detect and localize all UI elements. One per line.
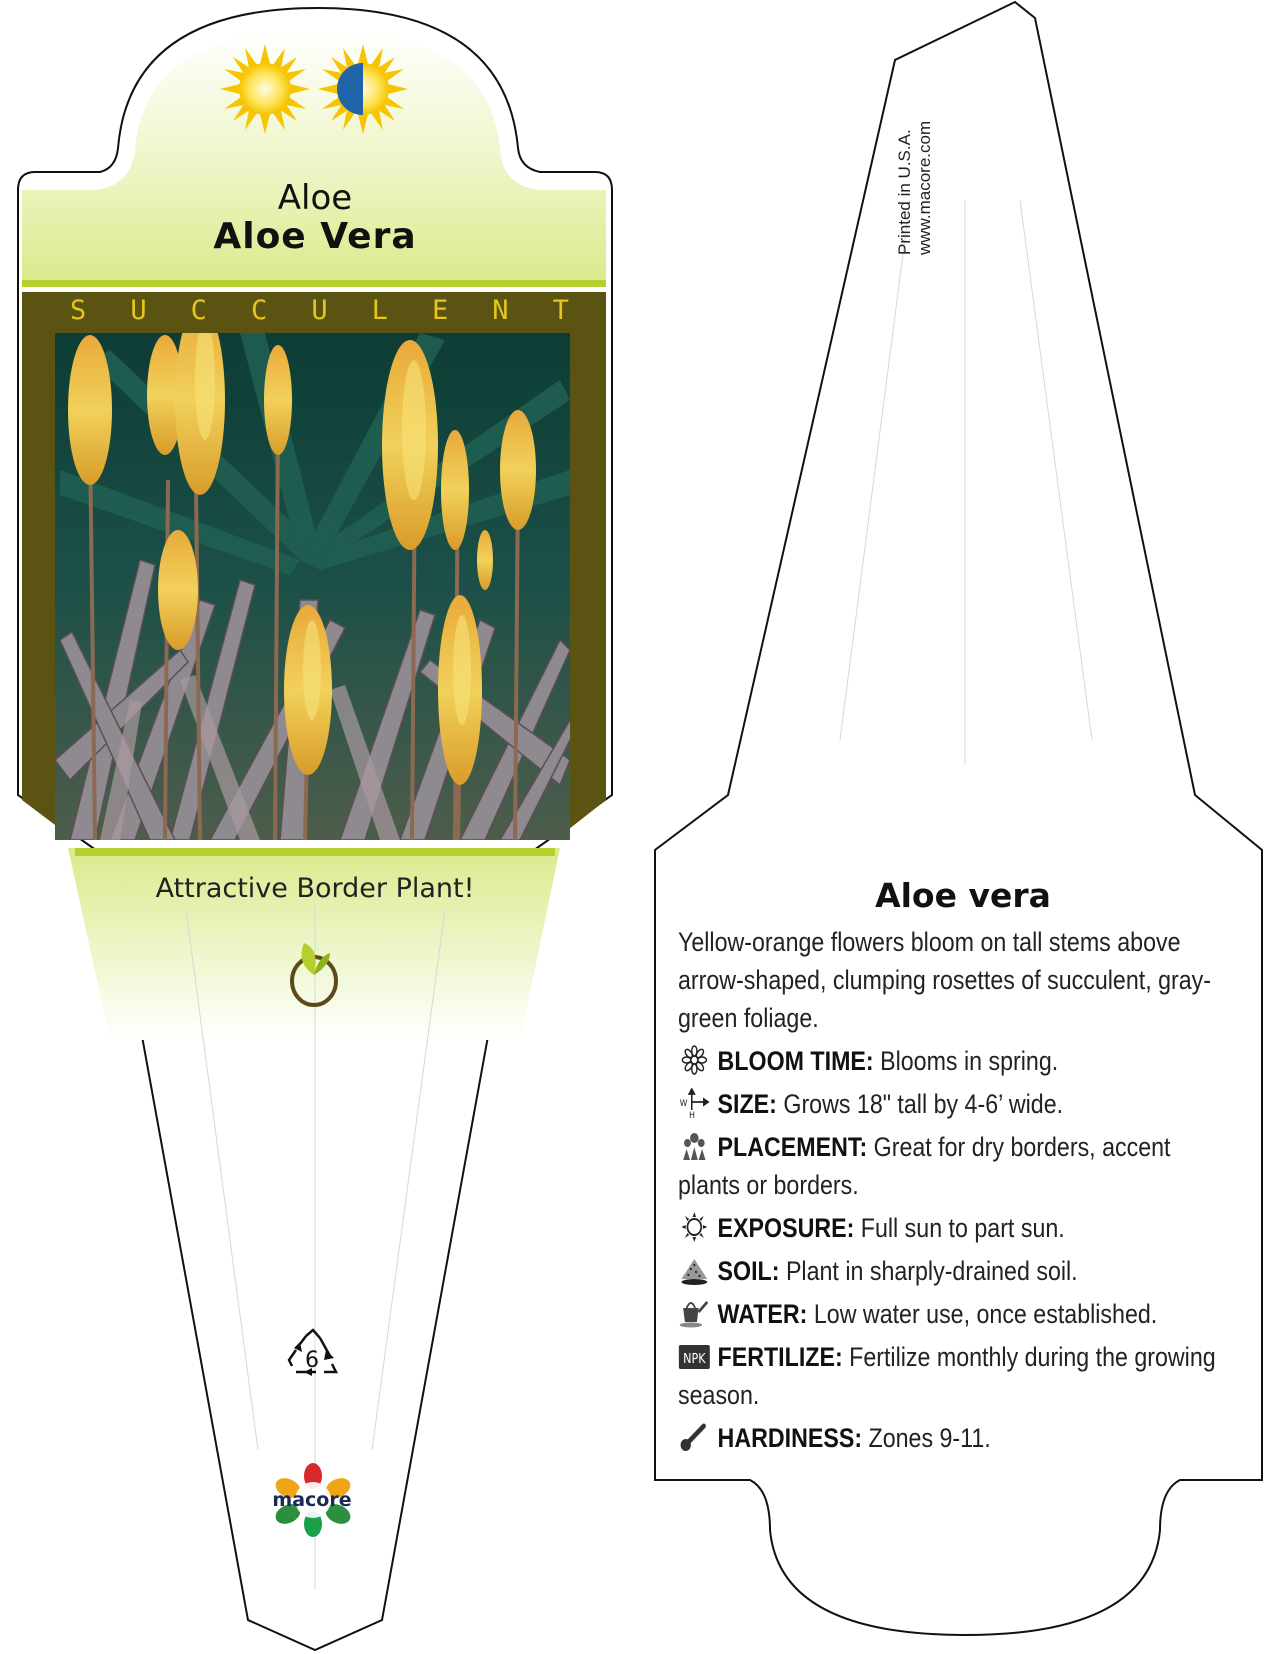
- attribute-label: SOIL:: [717, 1256, 780, 1286]
- attribute-label: BLOOM TIME:: [717, 1046, 874, 1076]
- category-letter: N: [492, 295, 509, 326]
- tagline: Attractive Border Plant!: [155, 873, 475, 904]
- category-letter: L: [371, 295, 388, 326]
- sprout-icon: [284, 935, 344, 1009]
- back-description: Yellow-orange flowers bloom on tall stems above arrow-shaped, clumping rosettes of succulent, gray-green foliage.: [678, 927, 1212, 1033]
- attribute-value: Low water use, once established.: [813, 1299, 1158, 1329]
- attribute-water: [678, 1295, 1237, 1333]
- attribute-fertilize: [678, 1338, 1237, 1414]
- attribute-value: Grows 18" tall by 4-6’ wide.: [783, 1089, 1064, 1119]
- attribute-placement: [678, 1128, 1237, 1204]
- botanical-name: Aloe Vera: [213, 216, 417, 257]
- printed-country: Printed in U.S.A.: [895, 129, 914, 255]
- placement-icon: [678, 1131, 711, 1161]
- attribute-bloom-time: [678, 1042, 1237, 1080]
- common-name: Aloe: [277, 178, 353, 218]
- category-letter: E: [431, 295, 449, 326]
- attribute-value: Blooms in spring.: [880, 1046, 1059, 1076]
- attribute-soil: [678, 1252, 1237, 1290]
- soil-icon: [678, 1255, 711, 1285]
- attribute-value: Zones 9-11.: [868, 1423, 991, 1453]
- attribute-hardiness: [678, 1419, 1237, 1457]
- sun-outline-icon: [678, 1212, 711, 1242]
- attribute-label: HARDINESS:: [717, 1423, 863, 1453]
- attribute-label: SIZE:: [717, 1089, 777, 1119]
- attribute-value: Fertilize monthly during the growing season.: [678, 1342, 1216, 1410]
- attribute-size: [678, 1085, 1237, 1123]
- attribute-value: Great for dry borders, accent plants or borders.: [678, 1132, 1171, 1200]
- category-letter: C: [190, 295, 207, 326]
- category-letter: S: [70, 295, 87, 326]
- front-lower-rule: [75, 848, 555, 856]
- full-sun-icon: [220, 44, 310, 134]
- back-info-block: [678, 876, 1258, 1457]
- category-letter: T: [552, 295, 569, 326]
- printed-url: www.macore.com: [915, 120, 934, 255]
- attribute-label: FERTILIZE:: [717, 1342, 843, 1372]
- attribute-label: PLACEMENT:: [717, 1132, 868, 1162]
- attribute-value: Plant in sharply-drained soil.: [785, 1256, 1078, 1286]
- watering-can-icon: [678, 1298, 711, 1328]
- attribute-value: Full sun to part sun.: [860, 1213, 1065, 1243]
- category-letter: U: [130, 295, 147, 326]
- front-header-rule: [22, 280, 606, 287]
- back-title: Aloe vera: [875, 876, 1051, 915]
- svg-text:H: H: [689, 1109, 696, 1118]
- thermometer-icon: [678, 1422, 711, 1452]
- brand-name: macore: [272, 1489, 352, 1511]
- category-letter: C: [250, 295, 268, 326]
- size-arrows-icon: [678, 1088, 711, 1118]
- svg-text:NPK: NPK: [683, 1351, 706, 1367]
- part-sun-icon: [318, 44, 408, 134]
- attribute-label: WATER:: [717, 1299, 808, 1329]
- category-banner: [22, 295, 607, 329]
- svg-text:W: W: [679, 1097, 688, 1109]
- printed-note: [895, 55, 935, 255]
- flower-icon: [678, 1045, 711, 1075]
- plant-photo: [55, 305, 590, 840]
- attribute-label: EXPOSURE:: [717, 1213, 855, 1243]
- recycle-number: 6: [305, 1348, 319, 1373]
- category-letter: U: [311, 295, 328, 326]
- attribute-exposure: [678, 1209, 1237, 1247]
- npk-icon: [678, 1341, 711, 1371]
